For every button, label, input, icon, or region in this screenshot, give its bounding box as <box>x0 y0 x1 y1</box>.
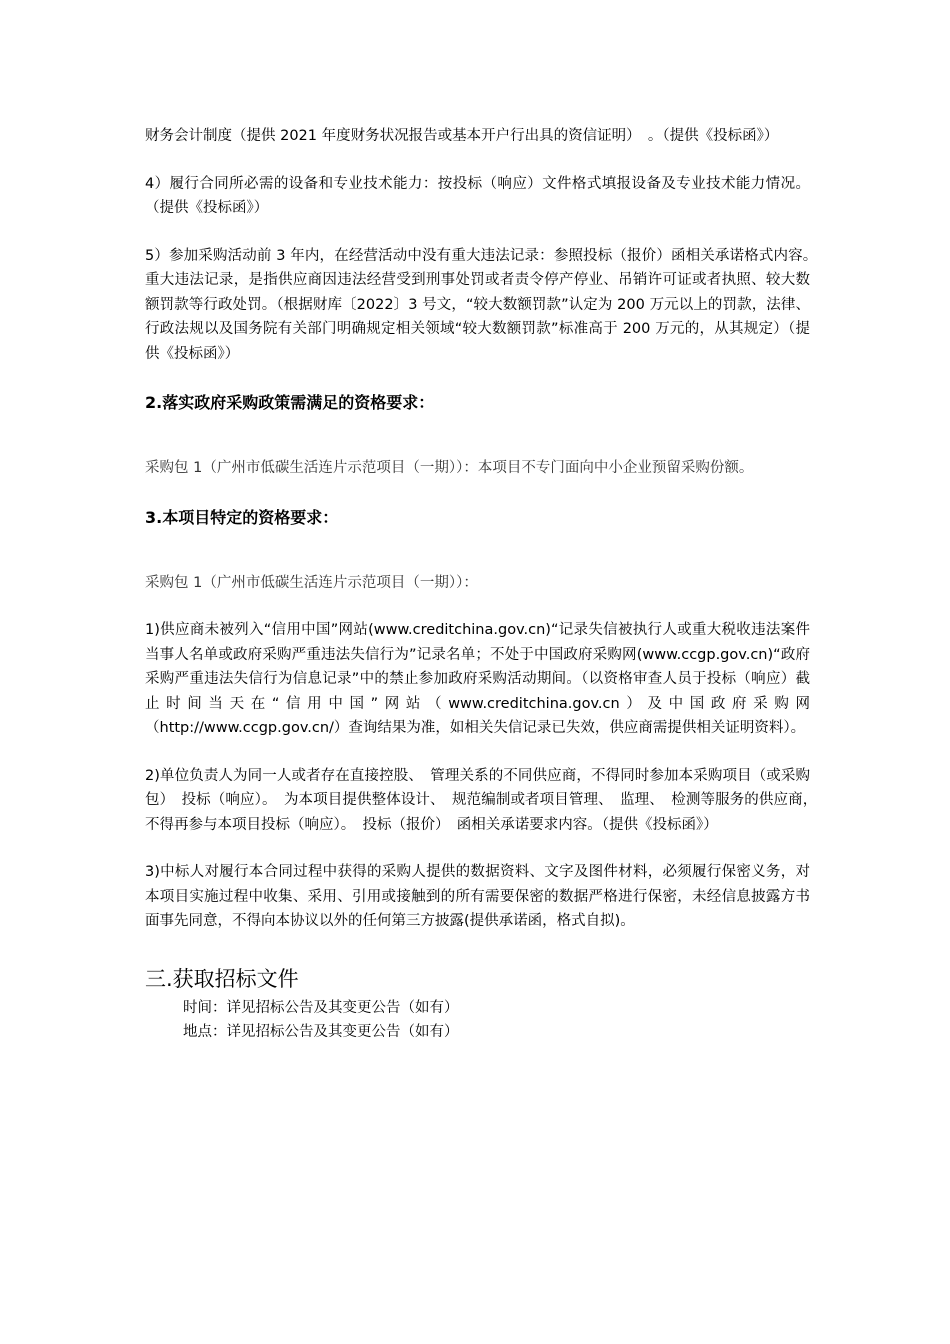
no-violation-paragraph: 5）参加采购活动前 3 年内，在经营活动中没有重大违法记录：参照投标（报价）函相关承诺格式内容。 重大违法记录，是指供应商因违法经营受到刑事处罚或者责令停产停业、吊销许可证或者执照、较大数额罚款等行政处罚。（根据财库〔2022〕3 号文，“较大数额罚款”认定为 200 万元以上的罚款，法律、行政法规以及国务院有关部门明确规定相关领域“较大数额罚款”标准高于 200 万元的，从其规定）（提供《投标函》） <box>145 247 825 362</box>
section-2-heading: 2.落实政府采购政策需满足的资格要求： <box>145 393 435 412</box>
section-3-heading: 3.本项目特定的资格要求： <box>145 507 339 527</box>
obtain-time-line: 时间：详见招标公告及其变更公告（如有） <box>183 999 459 1016</box>
confidentiality-requirement-paragraph: 3)中标人对履行本合同过程中获得的采购人提供的数据资料、文字及图件材料，必须履行保密义务，对本项目实施过程中收集、采用、引用或接触到的所有需要保密的数据严格进行保密，未经信息披露方书面事先同意，不得向本协议以外的任何第三方披露(提供承诺函，格式自拟)。 <box>145 864 810 929</box>
affiliation-requirement-paragraph: 2)单位负责人为同一人或者存在直接控股、 管理关系的不同供应商，不得同时参加本采购项目（或采购包） 投标（响应）。 为本项目提供整体设计、 规范编制或者项目管理、 监理、 检测等服务的供应商， 不得再参与本项目投标（响应）。 投标（报价） 函相关承诺要求内容。（提供《投标函》） <box>145 767 825 833</box>
equipment-paragraph: 4）履行合同所必需的设备和专业技术能力：按投标（响应）文件格式填报设备及专业技术能力情况。（提供《投标函》） <box>145 175 810 216</box>
section-2-package-paragraph: 采购包 1（广州市低碳生活连片示范项目（一期））：本项目不专门面向中小企业预留采购份额。 <box>145 460 754 476</box>
document-body <box>145 124 825 1045</box>
section-three-heading: 三.获取招标文件 <box>145 966 299 991</box>
financial-paragraph: 财务会计制度（提供 2021 年度财务状况报告或基本开户行出具的资信证明） 。（提供《投标函》） <box>145 128 779 144</box>
obtain-place-line: 地点：详见招标公告及其变更公告（如有） <box>183 1024 459 1040</box>
credit-requirement-paragraph: 1)供应商未被列入“信用中国”网站(www.creditchina.gov.cn)“记录失信被执行人或重大税收违法案件当事人名单或政府采购严重违法失信行为”记录名单；不处于中国政府采购网(www.ccgp.gov.cn)“政府采购严重违法失信行为信息记录”中的禁止参加政府采购活动期间。（以资格审查人员于投标（响应）截止时间当天在“信用中国”网站（www.creditchina.gov.cn）及中国政府采购网（http://www.ccgp.gov.cn/）查询结果为准，如相关失信记录已失效，供应商需提供相关证明资料）。 <box>145 622 810 736</box>
section-3-package-paragraph: 采购包 1（广州市低碳生活连片示范项目（一期））： <box>145 574 478 591</box>
